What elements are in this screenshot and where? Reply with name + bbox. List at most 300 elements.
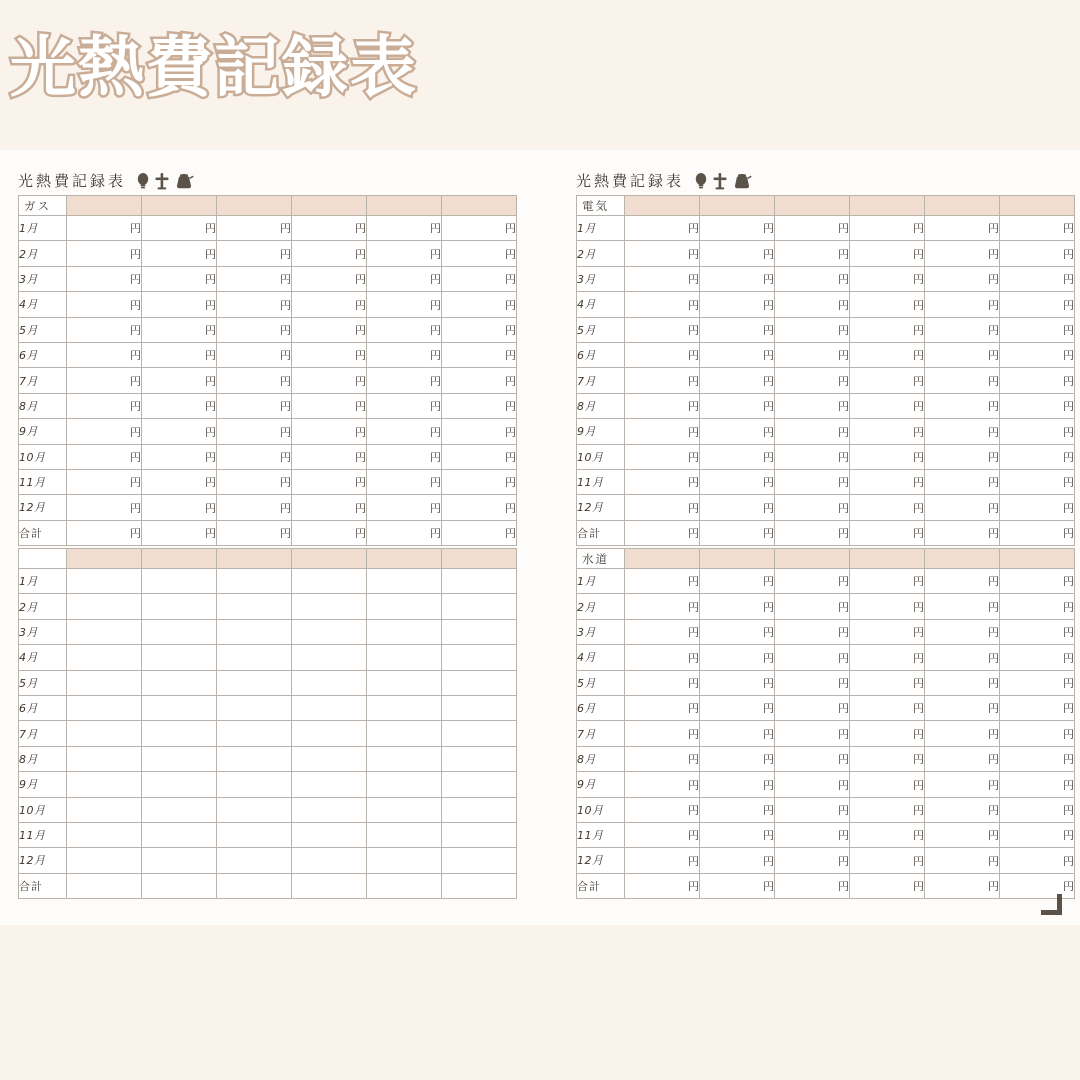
amount-cell[interactable]: 円	[217, 241, 292, 266]
amount-cell[interactable]: 円	[217, 292, 292, 317]
amount-cell[interactable]: 円	[625, 342, 700, 367]
amount-cell[interactable]: 円	[775, 266, 850, 291]
amount-cell[interactable]	[142, 797, 217, 822]
amount-cell[interactable]	[142, 746, 217, 771]
amount-cell[interactable]: 円	[217, 393, 292, 418]
amount-cell[interactable]: 円	[775, 216, 850, 241]
amount-cell[interactable]: 円	[1000, 520, 1075, 545]
amount-cell[interactable]	[142, 848, 217, 873]
amount-cell[interactable]: 円	[925, 721, 1000, 746]
amount-cell[interactable]	[217, 797, 292, 822]
amount-cell[interactable]: 円	[775, 772, 850, 797]
amount-cell[interactable]: 円	[625, 695, 700, 720]
amount-cell[interactable]: 円	[850, 469, 925, 494]
amount-cell[interactable]: 円	[850, 241, 925, 266]
amount-cell[interactable]: 円	[292, 317, 367, 342]
amount-cell[interactable]: 円	[1000, 619, 1075, 644]
amount-cell[interactable]: 円	[700, 873, 775, 898]
amount-cell[interactable]: 円	[292, 469, 367, 494]
amount-cell[interactable]: 円	[142, 292, 217, 317]
amount-cell[interactable]: 円	[850, 746, 925, 771]
amount-cell[interactable]: 円	[1000, 645, 1075, 670]
header-cell[interactable]	[67, 549, 142, 569]
amount-cell[interactable]: 円	[367, 342, 442, 367]
amount-cell[interactable]: 円	[67, 520, 142, 545]
amount-cell[interactable]	[292, 619, 367, 644]
header-cell[interactable]	[625, 196, 700, 216]
amount-cell[interactable]: 円	[442, 342, 517, 367]
header-cell[interactable]	[700, 196, 775, 216]
amount-cell[interactable]	[367, 569, 442, 594]
amount-cell[interactable]: 円	[850, 444, 925, 469]
amount-cell[interactable]: 円	[700, 495, 775, 520]
header-cell[interactable]	[925, 196, 1000, 216]
amount-cell[interactable]: 円	[850, 822, 925, 847]
amount-cell[interactable]: 円	[1000, 670, 1075, 695]
amount-cell[interactable]: 円	[442, 393, 517, 418]
amount-cell[interactable]: 円	[442, 520, 517, 545]
amount-cell[interactable]: 円	[850, 393, 925, 418]
amount-cell[interactable]	[217, 695, 292, 720]
amount-cell[interactable]: 円	[775, 873, 850, 898]
header-cell[interactable]	[367, 196, 442, 216]
amount-cell[interactable]: 円	[142, 444, 217, 469]
amount-cell[interactable]: 円	[367, 317, 442, 342]
amount-cell[interactable]	[442, 873, 517, 898]
amount-cell[interactable]: 円	[625, 469, 700, 494]
amount-cell[interactable]: 円	[442, 368, 517, 393]
amount-cell[interactable]	[292, 594, 367, 619]
header-cell[interactable]	[625, 549, 700, 569]
amount-cell[interactable]: 円	[850, 342, 925, 367]
amount-cell[interactable]: 円	[850, 419, 925, 444]
amount-cell[interactable]	[367, 670, 442, 695]
amount-cell[interactable]: 円	[700, 670, 775, 695]
amount-cell[interactable]: 円	[700, 241, 775, 266]
amount-cell[interactable]	[217, 645, 292, 670]
amount-cell[interactable]: 円	[1000, 873, 1075, 898]
amount-cell[interactable]: 円	[775, 594, 850, 619]
amount-cell[interactable]: 円	[67, 342, 142, 367]
amount-cell[interactable]: 円	[925, 368, 1000, 393]
amount-cell[interactable]: 円	[217, 317, 292, 342]
amount-cell[interactable]	[67, 822, 142, 847]
amount-cell[interactable]: 円	[700, 848, 775, 873]
amount-cell[interactable]: 円	[625, 594, 700, 619]
amount-cell[interactable]: 円	[1000, 772, 1075, 797]
amount-cell[interactable]: 円	[217, 419, 292, 444]
amount-cell[interactable]: 円	[367, 520, 442, 545]
amount-cell[interactable]: 円	[292, 495, 367, 520]
amount-cell[interactable]	[67, 746, 142, 771]
amount-cell[interactable]: 円	[925, 746, 1000, 771]
amount-cell[interactable]: 円	[700, 619, 775, 644]
header-cell[interactable]	[217, 196, 292, 216]
amount-cell[interactable]	[142, 594, 217, 619]
amount-cell[interactable]: 円	[850, 520, 925, 545]
amount-cell[interactable]: 円	[925, 797, 1000, 822]
amount-cell[interactable]: 円	[217, 444, 292, 469]
amount-cell[interactable]: 円	[700, 569, 775, 594]
amount-cell[interactable]	[217, 670, 292, 695]
amount-cell[interactable]	[142, 772, 217, 797]
amount-cell[interactable]	[142, 873, 217, 898]
amount-cell[interactable]: 円	[850, 216, 925, 241]
amount-cell[interactable]	[442, 569, 517, 594]
amount-cell[interactable]: 円	[292, 266, 367, 291]
amount-cell[interactable]: 円	[700, 772, 775, 797]
amount-cell[interactable]: 円	[625, 873, 700, 898]
amount-cell[interactable]: 円	[850, 368, 925, 393]
header-cell[interactable]	[775, 196, 850, 216]
amount-cell[interactable]: 円	[850, 317, 925, 342]
amount-cell[interactable]: 円	[625, 444, 700, 469]
amount-cell[interactable]	[367, 822, 442, 847]
amount-cell[interactable]: 円	[292, 216, 367, 241]
amount-cell[interactable]: 円	[367, 368, 442, 393]
amount-cell[interactable]	[217, 873, 292, 898]
amount-cell[interactable]	[367, 848, 442, 873]
amount-cell[interactable]: 円	[850, 873, 925, 898]
amount-cell[interactable]	[367, 721, 442, 746]
amount-cell[interactable]: 円	[625, 216, 700, 241]
amount-cell[interactable]: 円	[625, 241, 700, 266]
amount-cell[interactable]	[292, 670, 367, 695]
amount-cell[interactable]: 円	[700, 645, 775, 670]
amount-cell[interactable]: 円	[67, 393, 142, 418]
amount-cell[interactable]	[67, 645, 142, 670]
amount-cell[interactable]: 円	[142, 469, 217, 494]
amount-cell[interactable]	[292, 746, 367, 771]
amount-cell[interactable]: 円	[925, 317, 1000, 342]
amount-cell[interactable]	[367, 873, 442, 898]
amount-cell[interactable]: 円	[775, 368, 850, 393]
amount-cell[interactable]	[142, 670, 217, 695]
amount-cell[interactable]: 円	[625, 495, 700, 520]
amount-cell[interactable]: 円	[1000, 342, 1075, 367]
amount-cell[interactable]: 円	[1000, 721, 1075, 746]
amount-cell[interactable]: 円	[142, 266, 217, 291]
amount-cell[interactable]: 円	[775, 645, 850, 670]
header-cell[interactable]	[142, 549, 217, 569]
amount-cell[interactable]: 円	[775, 520, 850, 545]
amount-cell[interactable]: 円	[367, 469, 442, 494]
amount-cell[interactable]: 円	[700, 746, 775, 771]
amount-cell[interactable]	[67, 721, 142, 746]
amount-cell[interactable]: 円	[850, 695, 925, 720]
amount-cell[interactable]: 円	[292, 368, 367, 393]
amount-cell[interactable]: 円	[625, 520, 700, 545]
amount-cell[interactable]	[442, 746, 517, 771]
amount-cell[interactable]	[292, 848, 367, 873]
amount-cell[interactable]: 円	[625, 797, 700, 822]
amount-cell[interactable]: 円	[1000, 848, 1075, 873]
amount-cell[interactable]: 円	[775, 670, 850, 695]
amount-cell[interactable]	[442, 670, 517, 695]
amount-cell[interactable]: 円	[625, 848, 700, 873]
amount-cell[interactable]	[217, 848, 292, 873]
amount-cell[interactable]	[292, 721, 367, 746]
amount-cell[interactable]: 円	[850, 848, 925, 873]
amount-cell[interactable]: 円	[442, 444, 517, 469]
amount-cell[interactable]: 円	[367, 292, 442, 317]
amount-cell[interactable]: 円	[700, 822, 775, 847]
header-cell[interactable]	[217, 549, 292, 569]
amount-cell[interactable]: 円	[925, 645, 1000, 670]
amount-cell[interactable]: 円	[775, 695, 850, 720]
amount-cell[interactable]: 円	[850, 721, 925, 746]
amount-cell[interactable]: 円	[775, 746, 850, 771]
amount-cell[interactable]: 円	[775, 393, 850, 418]
amount-cell[interactable]: 円	[292, 241, 367, 266]
amount-cell[interactable]	[142, 695, 217, 720]
amount-cell[interactable]: 円	[850, 619, 925, 644]
amount-cell[interactable]: 円	[925, 393, 1000, 418]
amount-cell[interactable]: 円	[700, 797, 775, 822]
amount-cell[interactable]: 円	[775, 241, 850, 266]
amount-cell[interactable]: 円	[625, 569, 700, 594]
amount-cell[interactable]: 円	[142, 419, 217, 444]
amount-cell[interactable]: 円	[850, 670, 925, 695]
amount-cell[interactable]: 円	[217, 266, 292, 291]
amount-cell[interactable]	[142, 569, 217, 594]
amount-cell[interactable]	[67, 873, 142, 898]
amount-cell[interactable]: 円	[925, 822, 1000, 847]
amount-cell[interactable]	[442, 594, 517, 619]
amount-cell[interactable]: 円	[142, 342, 217, 367]
amount-cell[interactable]: 円	[625, 772, 700, 797]
amount-cell[interactable]: 円	[850, 266, 925, 291]
header-cell[interactable]	[367, 549, 442, 569]
amount-cell[interactable]: 円	[217, 342, 292, 367]
amount-cell[interactable]: 円	[700, 469, 775, 494]
amount-cell[interactable]	[67, 594, 142, 619]
amount-cell[interactable]: 円	[1000, 317, 1075, 342]
amount-cell[interactable]	[367, 695, 442, 720]
amount-cell[interactable]: 円	[625, 292, 700, 317]
amount-cell[interactable]: 円	[700, 216, 775, 241]
amount-cell[interactable]	[292, 772, 367, 797]
amount-cell[interactable]: 円	[700, 317, 775, 342]
header-cell[interactable]	[1000, 549, 1075, 569]
amount-cell[interactable]: 円	[625, 619, 700, 644]
header-cell[interactable]	[850, 196, 925, 216]
amount-cell[interactable]	[292, 873, 367, 898]
header-cell[interactable]	[700, 549, 775, 569]
amount-cell[interactable]: 円	[1000, 695, 1075, 720]
amount-cell[interactable]: 円	[700, 695, 775, 720]
amount-cell[interactable]	[67, 695, 142, 720]
amount-cell[interactable]: 円	[1000, 393, 1075, 418]
amount-cell[interactable]: 円	[367, 216, 442, 241]
header-cell[interactable]	[142, 196, 217, 216]
amount-cell[interactable]	[367, 645, 442, 670]
header-cell[interactable]	[292, 196, 367, 216]
amount-cell[interactable]: 円	[1000, 594, 1075, 619]
header-cell[interactable]	[442, 549, 517, 569]
amount-cell[interactable]: 円	[1000, 241, 1075, 266]
amount-cell[interactable]	[142, 721, 217, 746]
amount-cell[interactable]: 円	[700, 444, 775, 469]
amount-cell[interactable]: 円	[442, 317, 517, 342]
header-cell[interactable]	[442, 196, 517, 216]
amount-cell[interactable]: 円	[442, 419, 517, 444]
amount-cell[interactable]: 円	[925, 216, 1000, 241]
amount-cell[interactable]: 円	[775, 495, 850, 520]
amount-cell[interactable]: 円	[700, 266, 775, 291]
amount-cell[interactable]: 円	[292, 342, 367, 367]
amount-cell[interactable]: 円	[292, 292, 367, 317]
amount-cell[interactable]: 円	[625, 368, 700, 393]
amount-cell[interactable]: 円	[1000, 469, 1075, 494]
amount-cell[interactable]	[217, 746, 292, 771]
amount-cell[interactable]: 円	[67, 469, 142, 494]
header-cell[interactable]	[850, 549, 925, 569]
amount-cell[interactable]	[367, 746, 442, 771]
amount-cell[interactable]: 円	[925, 520, 1000, 545]
amount-cell[interactable]: 円	[925, 419, 1000, 444]
amount-cell[interactable]: 円	[925, 241, 1000, 266]
amount-cell[interactable]	[442, 772, 517, 797]
amount-cell[interactable]: 円	[700, 594, 775, 619]
amount-cell[interactable]: 円	[67, 444, 142, 469]
amount-cell[interactable]	[292, 797, 367, 822]
amount-cell[interactable]: 円	[142, 368, 217, 393]
amount-cell[interactable]: 円	[925, 469, 1000, 494]
amount-cell[interactable]: 円	[700, 342, 775, 367]
amount-cell[interactable]: 円	[925, 772, 1000, 797]
header-cell[interactable]	[292, 549, 367, 569]
amount-cell[interactable]: 円	[775, 619, 850, 644]
amount-cell[interactable]	[367, 797, 442, 822]
amount-cell[interactable]: 円	[775, 822, 850, 847]
amount-cell[interactable]: 円	[67, 317, 142, 342]
amount-cell[interactable]: 円	[850, 772, 925, 797]
amount-cell[interactable]: 円	[925, 266, 1000, 291]
amount-cell[interactable]	[292, 695, 367, 720]
amount-cell[interactable]: 円	[217, 368, 292, 393]
amount-cell[interactable]: 円	[775, 848, 850, 873]
amount-cell[interactable]: 円	[775, 721, 850, 746]
amount-cell[interactable]: 円	[142, 241, 217, 266]
amount-cell[interactable]: 円	[1000, 216, 1075, 241]
amount-cell[interactable]: 円	[1000, 569, 1075, 594]
amount-cell[interactable]: 円	[442, 469, 517, 494]
amount-cell[interactable]: 円	[67, 495, 142, 520]
amount-cell[interactable]: 円	[850, 645, 925, 670]
amount-cell[interactable]	[67, 797, 142, 822]
amount-cell[interactable]: 円	[850, 569, 925, 594]
amount-cell[interactable]: 円	[1000, 444, 1075, 469]
amount-cell[interactable]: 円	[142, 393, 217, 418]
amount-cell[interactable]: 円	[67, 266, 142, 291]
amount-cell[interactable]	[292, 822, 367, 847]
amount-cell[interactable]: 円	[442, 292, 517, 317]
amount-cell[interactable]	[442, 619, 517, 644]
amount-cell[interactable]: 円	[292, 393, 367, 418]
amount-cell[interactable]: 円	[925, 670, 1000, 695]
amount-cell[interactable]: 円	[292, 419, 367, 444]
amount-cell[interactable]: 円	[142, 317, 217, 342]
amount-cell[interactable]	[217, 772, 292, 797]
amount-cell[interactable]: 円	[625, 645, 700, 670]
amount-cell[interactable]	[367, 772, 442, 797]
header-cell[interactable]	[775, 549, 850, 569]
amount-cell[interactable]	[217, 721, 292, 746]
amount-cell[interactable]: 円	[1000, 266, 1075, 291]
amount-cell[interactable]: 円	[367, 419, 442, 444]
amount-cell[interactable]	[142, 645, 217, 670]
amount-cell[interactable]: 円	[292, 520, 367, 545]
amount-cell[interactable]: 円	[625, 317, 700, 342]
amount-cell[interactable]	[367, 594, 442, 619]
amount-cell[interactable]: 円	[925, 695, 1000, 720]
amount-cell[interactable]: 円	[700, 368, 775, 393]
amount-cell[interactable]: 円	[700, 520, 775, 545]
amount-cell[interactable]	[367, 619, 442, 644]
amount-cell[interactable]: 円	[292, 444, 367, 469]
amount-cell[interactable]: 円	[700, 721, 775, 746]
amount-cell[interactable]: 円	[1000, 797, 1075, 822]
amount-cell[interactable]: 円	[850, 797, 925, 822]
amount-cell[interactable]	[142, 619, 217, 644]
amount-cell[interactable]	[292, 569, 367, 594]
amount-cell[interactable]	[67, 772, 142, 797]
amount-cell[interactable]: 円	[850, 292, 925, 317]
amount-cell[interactable]: 円	[625, 670, 700, 695]
amount-cell[interactable]: 円	[367, 495, 442, 520]
amount-cell[interactable]	[442, 721, 517, 746]
amount-cell[interactable]: 円	[700, 393, 775, 418]
amount-cell[interactable]	[217, 569, 292, 594]
amount-cell[interactable]	[67, 619, 142, 644]
amount-cell[interactable]: 円	[1000, 368, 1075, 393]
amount-cell[interactable]: 円	[625, 393, 700, 418]
amount-cell[interactable]: 円	[442, 216, 517, 241]
amount-cell[interactable]: 円	[625, 822, 700, 847]
amount-cell[interactable]	[217, 619, 292, 644]
amount-cell[interactable]: 円	[700, 419, 775, 444]
amount-cell[interactable]: 円	[442, 495, 517, 520]
amount-cell[interactable]: 円	[850, 495, 925, 520]
amount-cell[interactable]	[67, 670, 142, 695]
amount-cell[interactable]: 円	[367, 444, 442, 469]
amount-cell[interactable]: 円	[142, 216, 217, 241]
amount-cell[interactable]	[442, 695, 517, 720]
amount-cell[interactable]: 円	[775, 419, 850, 444]
amount-cell[interactable]: 円	[775, 444, 850, 469]
header-cell[interactable]	[925, 549, 1000, 569]
amount-cell[interactable]: 円	[925, 619, 1000, 644]
amount-cell[interactable]: 円	[367, 266, 442, 291]
amount-cell[interactable]: 円	[367, 393, 442, 418]
amount-cell[interactable]: 円	[142, 495, 217, 520]
amount-cell[interactable]: 円	[67, 292, 142, 317]
amount-cell[interactable]: 円	[142, 520, 217, 545]
amount-cell[interactable]: 円	[925, 569, 1000, 594]
amount-cell[interactable]: 円	[442, 241, 517, 266]
amount-cell[interactable]: 円	[925, 495, 1000, 520]
amount-cell[interactable]: 円	[925, 594, 1000, 619]
amount-cell[interactable]: 円	[217, 520, 292, 545]
amount-cell[interactable]: 円	[925, 444, 1000, 469]
amount-cell[interactable]: 円	[217, 216, 292, 241]
amount-cell[interactable]: 円	[925, 873, 1000, 898]
amount-cell[interactable]: 円	[1000, 292, 1075, 317]
amount-cell[interactable]: 円	[625, 419, 700, 444]
amount-cell[interactable]: 円	[217, 495, 292, 520]
amount-cell[interactable]: 円	[925, 848, 1000, 873]
